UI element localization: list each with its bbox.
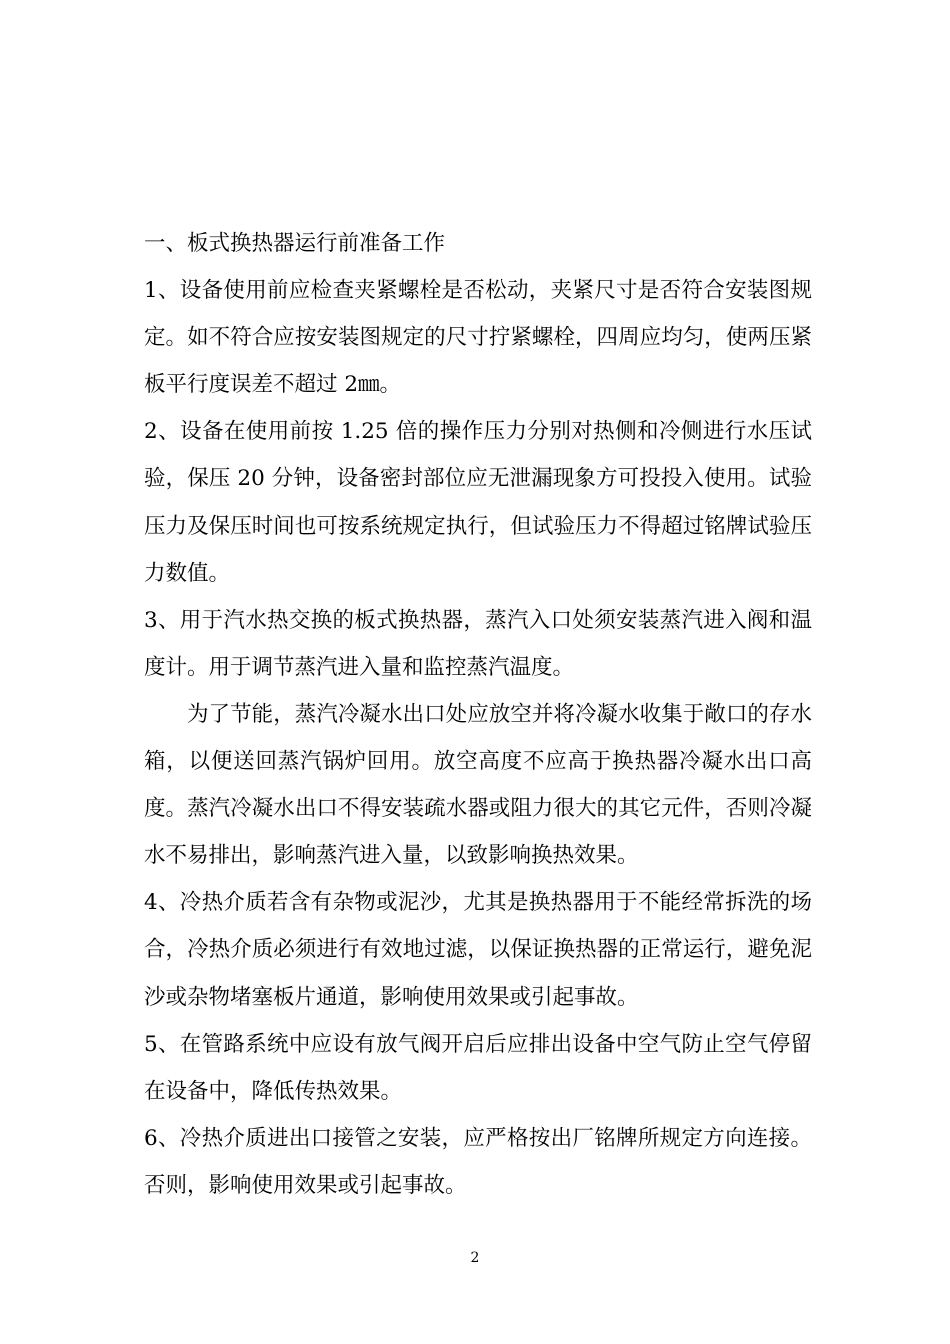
paragraph-item-6: 6、冷热介质进出口接管之安装，应严格按出厂铭牌所规定方向连接。否则，影响使用效果或引起事故。 xyxy=(144,1125,812,1198)
section-heading: 一、板式换热器运行前准备工作 xyxy=(144,231,446,256)
paragraph-item-2: 2、设备在使用前按 1.25 倍的操作压力分别对热侧和冷侧进行水压试验，保压 20 分钟，设备密封部位应无泄漏现象方可投投入使用。试验压力及保压时间也可按系统规定执行，但试验压力不得超过铭牌试验压力数值。 xyxy=(144,419,812,586)
paragraph-item-5: 5、在管路系统中应设有放气阀开启后应排出设备中空气防止空气停留在设备中，降低传热效果。 xyxy=(144,1031,812,1104)
paragraph-item-1: 1、设备使用前应检查夹紧螺栓是否松动，夹紧尺寸是否符合安装图规定。如不符合应按安装图规定的尺寸拧紧螺栓，四周应均匀，使两压紧板平行度误差不超过 2㎜。 xyxy=(144,278,812,398)
paragraph-item-4: 4、冷热介质若含有杂物或泥沙，尤其是换热器用于不能经常拆洗的场合，冷热介质必须进行有效地过滤，以保证换热器的正常运行，避免泥沙或杂物堵塞板片通道，影响使用效果或引起事故。 xyxy=(144,890,812,1010)
page-number: 2 xyxy=(470,1250,480,1266)
paragraph-item-3: 3、用于汽水热交换的板式换热器，蒸汽入口处须安装蒸汽进入阀和温度计。用于调节蒸汽进入量和监控蒸汽温度。 xyxy=(144,607,812,680)
document-body xyxy=(144,220,812,1209)
paragraph-energy-saving: 为了节能，蒸汽冷凝水出口处应放空并将冷凝水收集于敞口的存水箱，以便送回蒸汽锅炉回用。放空高度不应高于换热器冷凝水出口高度。蒸汽冷凝水出口不得安装疏水器或阻力很大的其它元件，否则冷凝水不易排出，影响蒸汽进入量，以致影响换热效果。 xyxy=(144,701,812,869)
